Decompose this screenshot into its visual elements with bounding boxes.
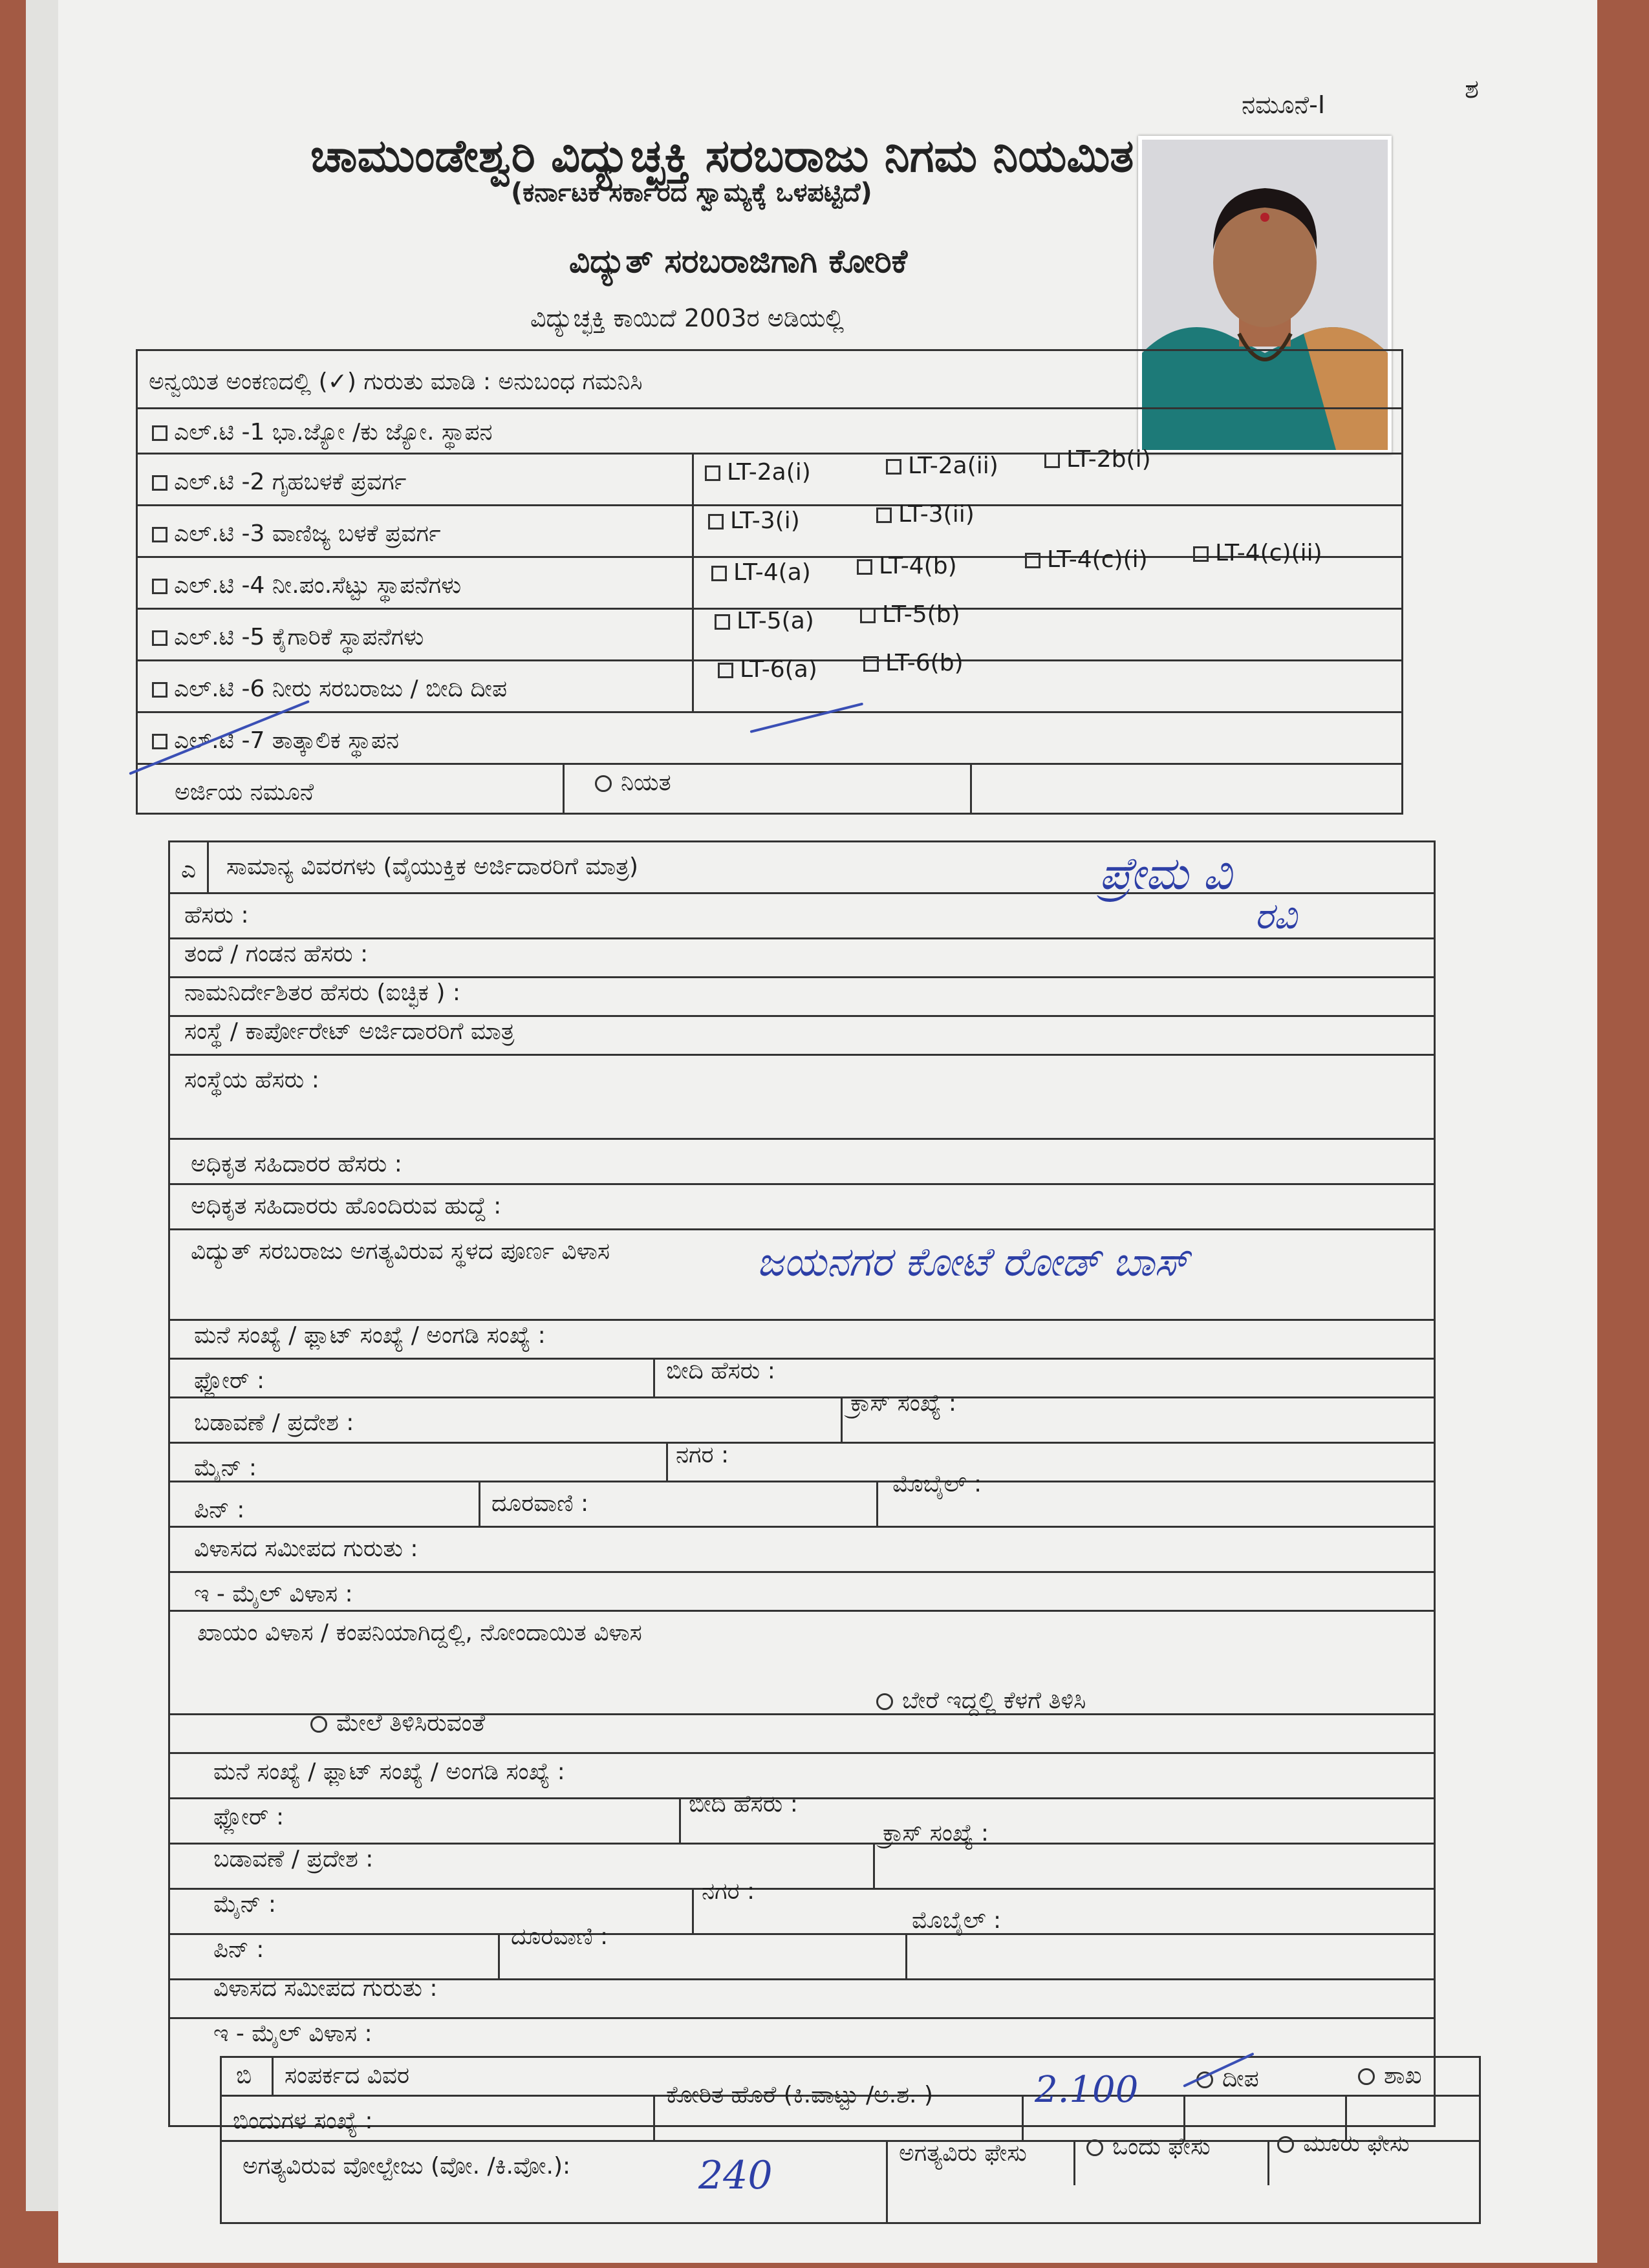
perm-mobile-label: ಮೊಬೈಲ್ : [912, 1907, 1002, 1934]
supply-address-label: ವಿದ್ಯುತ್ ಸರಬರಾಜು ಅಗತ್ಯವಿರುವ ಸ್ಥಳದ ಪೂರ್ಣ ವಿಳಾಸ [191, 1238, 610, 1265]
permanent-address-label: ಖಾಯಂ ವಿಳಾಸ / ಕಂಪನಿಯಾಗಿದ್ದಲ್ಲಿ, ನೋಂದಾಯಿತ ವಿಳಾಸ [197, 1620, 642, 1646]
same-as-above-option[interactable]: ಮೇಲೆ ತಿಳಿಸಿರುವಂತೆ [310, 1710, 485, 1737]
light-option[interactable]: ದೀಪ [1196, 2066, 1259, 2093]
radio[interactable] [595, 775, 612, 792]
radio[interactable] [310, 1716, 327, 1733]
section-b-heading: ಸಂಪರ್ಕದ ವಿವರ [285, 2062, 410, 2089]
handwritten-name: ಪ್ರೇಮ ವಿ [1099, 847, 1232, 900]
org-name-label: ಸಂಸ್ಥೆಯ ಹೆಸರು : [184, 1067, 319, 1093]
perm-main-label: ಮೈನ್ : [213, 1891, 276, 1918]
email-label: ಇ - ಮೈಲ್ ವಿಳಾಸ : [194, 1581, 353, 1607]
checkbox[interactable] [152, 475, 167, 491]
perm-floor-label: ಫ್ಲೋರ್ : [213, 1804, 285, 1830]
lt3-ii-option[interactable]: LT-3(ii) [876, 501, 975, 528]
application-type-regular[interactable]: ನಿಯತ [595, 769, 671, 797]
radio[interactable] [876, 1693, 893, 1710]
phone-label: ದೂರವಾಣಿ : [491, 1490, 589, 1517]
signatory-label: ಅಧಿಕೃತ ಸಹಿದಾರರ ಹೆಸರು : [191, 1151, 402, 1177]
checkbox[interactable] [152, 630, 167, 646]
lt4b-option[interactable]: LT-4(b) [857, 553, 957, 579]
area-label: ಬಡಾವಣೆ / ಪ್ರದೇಶ : [194, 1409, 354, 1436]
tariff-instruction: ಅನ್ವಯಿತ ಅಂಕಣದಲ್ಲಿ (✓) ಗುರುತು ಮಾಡಿ : ಅನುಬಂಧ ಗಮನಿಸಿ [149, 369, 643, 395]
page-mark: ಶ [1465, 74, 1479, 104]
lt4a-option[interactable]: LT-4(a) [711, 559, 811, 586]
lt6b-option[interactable]: LT-6(b) [863, 650, 964, 676]
perm-area-label: ಬಡಾವಣೆ / ಪ್ರದೇಶ : [213, 1846, 374, 1872]
signatory-post-label: ಅಧಿಕೃತ ಸಹಿದಾರರು ಹೊಂದಿರುವ ಹುದ್ದೆ : [191, 1193, 502, 1219]
street-label: ಬೀದಿ ಹೆಸರು : [666, 1358, 775, 1384]
radio[interactable] [1086, 2139, 1103, 2156]
perm-pin-label: ಪಿನ್ : [213, 1936, 264, 1963]
request-subheading: ವಿದ್ಯುಚ್ಛಕ್ತಿ ಕಾಯಿದೆ 2003ರ ಅಡಿಯಲ್ಲಿ [530, 304, 845, 332]
handwritten-load: 2.100 [1035, 2069, 1139, 2111]
form-number: ನಮೂನೆ-I [1242, 91, 1326, 119]
perm-phone-label: ದೂರವಾಣಿ : [511, 1923, 609, 1950]
company-title: ಚಾಮುಂಡೇಶ್ವರಿ ವಿದ್ಯುಚ್ಛಕ್ತಿ ಸರಬರಾಜು ನಿಗಮ ನಿಯಮಿತ [310, 129, 1134, 182]
tariff-lt7[interactable]: ಎಲ್.ಟಿ -7 ತಾತ್ಕಾಲಿಕ ಸ್ಥಾಪನ [152, 727, 399, 754]
company-subtitle: (ಕರ್ನಾಟಕ ಸರ್ಕಾರದ ಸ್ವಾಮ್ಯಕ್ಕೆ ಒಳಪಟ್ಟಿದೆ) [511, 178, 872, 208]
handwritten-name-second: ರವಿ [1255, 895, 1297, 937]
perm-email-label: ಇ - ಮೈಲ್ ವಿಳಾಸ : [213, 2020, 372, 2047]
checkbox[interactable] [715, 614, 730, 630]
house-number-label: ಮನೆ ಸಂಖ್ಯೆ / ಫ್ಲಾಟ್ ಸಂಖ್ಯೆ / ಅಂಗಡಿ ಸಂಖ್ಯೆ : [194, 1322, 546, 1349]
tariff-lt1[interactable]: ಎಲ್.ಟಿ -1 ಭಾ.ಜ್ಯೋ /ಕು ಜ್ಯೋ. ಸ್ಥಾಪನ [152, 419, 493, 446]
perm-house-number-label: ಮನೆ ಸಂಖ್ಯೆ / ಫ್ಲಾಟ್ ಸಂಖ್ಯೆ / ಅಂಗಡಿ ಸಂಖ್ಯೆ : [213, 1759, 565, 1785]
checkbox[interactable] [863, 656, 879, 672]
checkbox[interactable] [152, 579, 167, 594]
checkbox[interactable] [705, 465, 720, 481]
checkbox[interactable] [152, 425, 167, 441]
pin-label: ಪಿನ್ : [194, 1497, 245, 1523]
tariff-lt5[interactable]: ಎಲ್.ಟಿ -5 ಕೈಗಾರಿಕೆ ಸ್ಥಾಪನೆಗಳು [152, 624, 424, 651]
checkbox[interactable] [886, 459, 901, 475]
name-label: ಹೆಸರು : [184, 902, 249, 928]
lt2a-ii-option[interactable]: LT-2a(ii) [886, 453, 998, 479]
perm-street-label: ಬೀದಿ ಹೆಸರು : [689, 1791, 798, 1817]
power-option[interactable]: ಶಾಖ [1358, 2062, 1422, 2090]
section-a-letter: ಎ [181, 857, 197, 883]
lt2b-i-option[interactable]: LT-2b(i) [1044, 446, 1151, 473]
checkbox[interactable] [152, 527, 167, 542]
checkbox[interactable] [152, 734, 167, 749]
three-phase-option[interactable]: ಮೂರು ಫೇಸು [1277, 2130, 1410, 2157]
single-phase-option[interactable]: ಒಂದು ಫೇಸು [1086, 2134, 1211, 2161]
main-label: ಮೈನ್ : [194, 1455, 257, 1481]
lt5a-option[interactable]: LT-5(a) [715, 608, 814, 634]
application-type-label: ಅರ್ಜಿಯ ನಮೂನೆ [175, 779, 314, 806]
checkbox[interactable] [1025, 553, 1040, 568]
checkbox[interactable] [718, 663, 733, 678]
handwritten-supply-address: ಜಯನಗರ ಕೋಟೆ ರೋಡ್ ಬಾಸ್ [757, 1238, 1189, 1285]
lt2a-i-option[interactable]: LT-2a(i) [705, 459, 811, 486]
tariff-lt3[interactable]: ಎಲ್.ಟಿ -3 ವಾಣಿಜ್ಯ ಬಳಕೆ ಪ್ರವರ್ಗ [152, 520, 441, 548]
checkbox[interactable] [876, 508, 892, 523]
checkbox[interactable] [1044, 453, 1060, 468]
voltage-label: ಅಗತ್ಯವಿರುವ ವೋಲ್ಟೇಜು (ವೋ. /ಕಿ.ವೋ.): [242, 2153, 571, 2179]
checkbox[interactable] [708, 514, 724, 530]
other-address-option[interactable]: ಬೇರೆ ಇದ್ದಲ್ಲಿ ಕೆಳಗೆ ತಿಳಿಸಿ [876, 1687, 1086, 1715]
lt3-i-option[interactable]: LT-3(i) [708, 508, 800, 534]
tariff-lt6[interactable]: ಎಲ್.ಟಿ -6 ನೀರು ಸರಬರಾಜು / ಬೀದಿ ದೀಪ [152, 676, 507, 703]
perm-cross-label: ಕ್ರಾಸ್ ಸಂಖ್ಯೆ : [883, 1820, 989, 1846]
tariff-lt4[interactable]: ಎಲ್.ಟಿ -4 ನೀ.ಪಂ.ಸೆಟ್ಟು ಸ್ಥಾಪನೆಗಳು [152, 572, 461, 599]
floor-label: ಫ್ಲೋರ್ : [194, 1367, 265, 1394]
lt4c-ii-option[interactable]: LT-4(c)(ii) [1193, 540, 1322, 566]
checkbox[interactable] [857, 559, 872, 575]
corporate-label: ಸಂಸ್ಥೆ / ಕಾರ್ಪೋರೇಟ್ ಅರ್ಜಿದಾರರಿಗೆ ಮಾತ್ರ [184, 1018, 515, 1045]
perm-city-label: ನಗರ : [702, 1878, 755, 1905]
cross-label: ಕ್ರಾಸ್ ಸಂಖ್ಯೆ : [850, 1390, 956, 1417]
lt6a-option[interactable]: LT-6(a) [718, 656, 817, 683]
checkbox[interactable] [711, 566, 727, 581]
request-heading: ವಿದ್ಯುತ್ ಸರಬರಾಜಿಗಾಗಿ ಕೋರಿಕೆ [569, 242, 908, 280]
radio[interactable] [1358, 2068, 1375, 2085]
lt5b-option[interactable]: LT-5(b) [860, 601, 960, 628]
lt4c-i-option[interactable]: LT-4(c)(i) [1025, 546, 1148, 573]
checkbox[interactable] [152, 682, 167, 698]
perm-landmark-label: ವಿಳಾಸದ ಸಮೀಪದ ಗುರುತು : [213, 1975, 438, 2002]
handwritten-voltage: 240 [698, 2153, 773, 2198]
points-label: ಬಿಂದುಗಳ ಸಂಖ್ಯೆ : [233, 2108, 373, 2134]
father-name-label: ತಂದೆ / ಗಂಡನ ಹೆಸರು : [184, 941, 369, 967]
mobile-label: ಮೊಬೈಲ್ : [892, 1471, 982, 1497]
landmark-label: ವಿಳಾಸದ ಸಮೀಪದ ಗುರುತು : [194, 1535, 418, 1562]
radio[interactable] [1277, 2136, 1294, 2153]
section-b-letter: ಬಿ [236, 2062, 252, 2089]
city-label: ನಗರ : [676, 1442, 729, 1468]
phase-label: ಅಗತ್ಯವಿರು ಫೇಸು [899, 2140, 1027, 2166]
checkbox[interactable] [860, 608, 876, 623]
section-a-heading: ಸಾಮಾನ್ಯ ವಿವರಗಳು (ವೈಯುಕ್ತಿಕ ಅರ್ಜಿದಾರರಿಗೆ ಮಾತ್ರ) [226, 853, 638, 880]
load-label: ಕೋರಿತ ಹೊರೆ (ಕಿ.ವಾಟ್ಟು /ಅ.ಶ. ) [666, 2082, 933, 2108]
nominee-label: ನಾಮನಿರ್ದೇಶಿತರ ಹೆಸರು (ಐಚ್ಛಿಕ ) : [184, 979, 460, 1006]
checkbox[interactable] [1193, 546, 1209, 562]
tariff-lt2[interactable]: ಎಲ್.ಟಿ -2 ಗೃಹಬಳಕೆ ಪ್ರವರ್ಗ [152, 469, 406, 496]
